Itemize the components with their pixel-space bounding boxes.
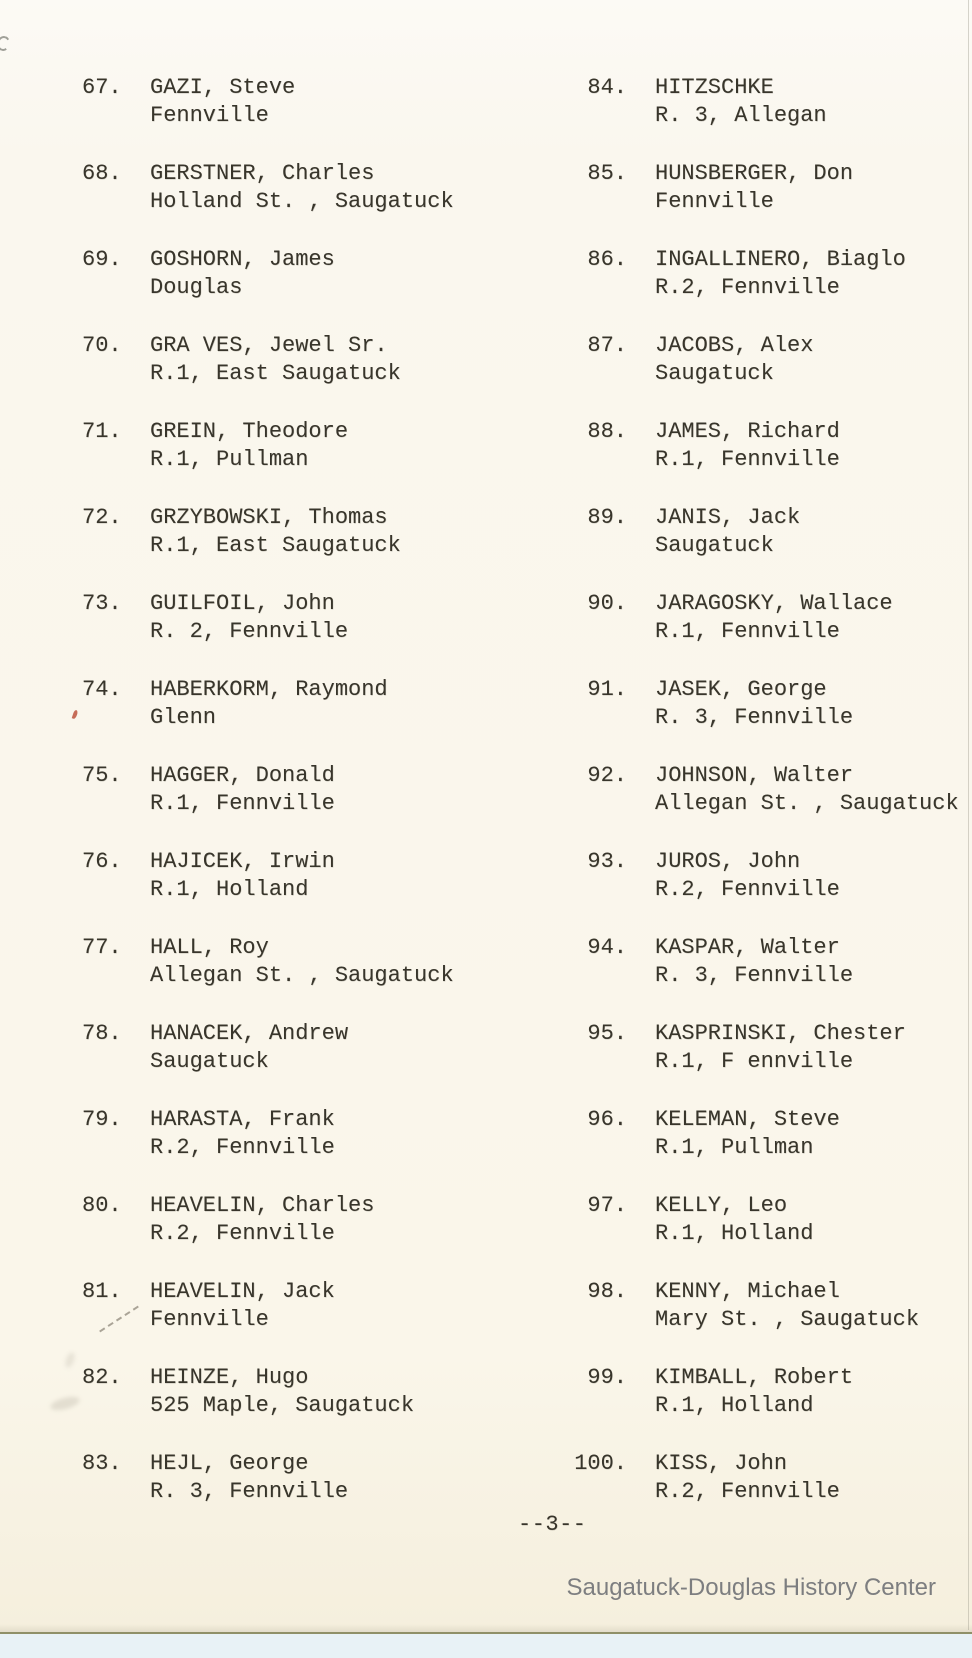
entry-number: 70. — [82, 333, 122, 358]
entry-name-line: HARASTA, Frank — [150, 1107, 335, 1132]
entry-address-line: Fennville — [655, 189, 774, 214]
directory-entry — [536, 246, 972, 302]
entry-name-line: HITZSCHKE — [655, 75, 774, 100]
directory-entry — [82, 160, 522, 216]
entry-name-line: GOSHORN, James — [150, 247, 335, 272]
entry-lines — [655, 1450, 840, 1506]
directory-entry — [536, 1020, 972, 1076]
entry-lines — [655, 504, 800, 560]
entry-address-line: Saugatuck — [655, 533, 774, 558]
entry-address-line: R.1, Fennville — [655, 619, 840, 644]
entry-lines — [655, 676, 853, 732]
entry-name-line: HAGGER, Donald — [150, 763, 335, 788]
entry-address-line: R. 2, Fennville — [150, 619, 349, 644]
entry-lines — [655, 848, 840, 904]
entry-lines — [150, 1192, 374, 1248]
entry-name-line: KASPRINSKI, Chester — [655, 1021, 906, 1046]
directory-entry — [536, 848, 972, 904]
entry-lines — [655, 332, 813, 388]
scan-mark-smudge — [49, 1394, 81, 1412]
entry-address-line: R.1, Holland — [150, 877, 309, 902]
entry-address-line: R.2, Fennville — [655, 877, 840, 902]
entry-name-line: JUROS, John — [655, 849, 801, 874]
entry-address-line: R.1, Holland — [655, 1221, 814, 1246]
entry-address-line: Holland St. , Saugatuck — [150, 189, 454, 214]
entry-lines — [150, 1364, 414, 1420]
entry-lines — [655, 1278, 919, 1334]
entry-name-line: KELLY, Leo — [655, 1193, 788, 1218]
entry-address-line: R.1, Pullman — [655, 1135, 814, 1160]
entry-number: 69. — [82, 247, 122, 272]
entry-number: 85. — [587, 161, 627, 186]
entry-name-line: HEAVELIN, Jack — [150, 1279, 335, 1304]
entry-lines — [655, 160, 853, 216]
directory-entry — [82, 676, 522, 732]
scan-mark-red-comma — [72, 710, 79, 720]
directory-entry — [82, 74, 522, 130]
entry-lines — [655, 762, 959, 818]
entry-number: 80. — [82, 1193, 122, 1218]
entry-name-line: GREIN, Theodore — [150, 419, 349, 444]
directory-entry — [82, 1020, 522, 1076]
directory-entry — [82, 246, 522, 302]
directory-entry — [536, 160, 972, 216]
entry-name-line: JARAGOSKY, Wallace — [655, 591, 893, 616]
directory-entry — [536, 332, 972, 388]
entry-lines — [655, 590, 893, 646]
entry-number: 71. — [82, 419, 122, 444]
entry-lines — [655, 1192, 813, 1248]
entry-number: 98. — [587, 1279, 627, 1304]
entry-name-line: HANACEK, Andrew — [150, 1021, 349, 1046]
entry-number: 83. — [82, 1451, 122, 1476]
directory-entry — [82, 418, 522, 474]
directory-entry — [536, 762, 972, 818]
entry-number: 97. — [587, 1193, 627, 1218]
entry-name-line: KASPAR, Walter — [655, 935, 840, 960]
entry-number: 74. — [82, 677, 122, 702]
directory-entry — [536, 1450, 972, 1506]
entry-number: 93. — [587, 849, 627, 874]
entry-address-line: Glenn — [150, 705, 217, 730]
entry-address-line: Fennville — [150, 1307, 269, 1332]
scan-background-strip — [0, 1632, 972, 1658]
directory-entry — [536, 74, 972, 130]
directory-column-right — [536, 74, 972, 1536]
entry-name-line: GERSTNER, Charles — [150, 161, 375, 186]
entry-name-line: INGALLINERO, Biaglo — [655, 247, 906, 272]
entry-number: 75. — [82, 763, 122, 788]
entry-address-line: R.2, Fennville — [150, 1135, 335, 1160]
entry-address-line: R.1, Pullman — [150, 447, 309, 472]
entry-lines — [150, 74, 295, 130]
entry-name-line: HEINZE, Hugo — [150, 1365, 309, 1390]
watermark-history-center: Saugatuck-Douglas History Center — [566, 1574, 936, 1601]
entry-name-line: GAZI, Steve — [150, 75, 296, 100]
directory-column-left — [82, 74, 522, 1536]
directory-entry — [82, 504, 522, 560]
entry-number: 100. — [574, 1451, 627, 1476]
entry-name-line: HALL, Roy — [150, 935, 269, 960]
entry-name-line: KISS, John — [655, 1451, 788, 1476]
directory-entry — [82, 1364, 522, 1420]
entry-name-line: GRZYBOWSKI, Thomas — [150, 505, 388, 530]
entry-number: 72. — [82, 505, 122, 530]
entry-number: 67. — [82, 75, 122, 100]
entry-lines — [150, 590, 348, 646]
directory-entry — [82, 848, 522, 904]
entry-number: 78. — [82, 1021, 122, 1046]
entry-address-line: R.2, Fennville — [655, 275, 840, 300]
entry-name-line: JANIS, Jack — [655, 505, 801, 530]
entry-number: 91. — [587, 677, 627, 702]
entry-number: 82. — [82, 1365, 122, 1390]
page-number: --3-- — [518, 1512, 587, 1537]
directory-entry — [82, 332, 522, 388]
entry-lines — [150, 418, 348, 474]
entry-lines — [150, 332, 401, 388]
entry-address-line: R.1, East Saugatuck — [150, 361, 401, 386]
directory-entry — [536, 418, 972, 474]
entry-lines — [655, 418, 840, 474]
directory-entry — [82, 1278, 522, 1334]
entry-number: 79. — [82, 1107, 122, 1132]
entry-number: 73. — [82, 591, 122, 616]
entry-address-line: R.1, Fennville — [150, 791, 335, 816]
entry-number: 81. — [82, 1279, 122, 1304]
directory-entry — [536, 1106, 972, 1162]
entry-address-line: R.1, Fennville — [655, 447, 840, 472]
entry-lines — [150, 246, 335, 302]
entry-lines — [655, 1364, 853, 1420]
directory-entry — [82, 1192, 522, 1248]
entry-number: 86. — [587, 247, 627, 272]
entry-name-line: GRA VES, Jewel Sr. — [150, 333, 388, 358]
entry-number: 76. — [82, 849, 122, 874]
entry-name-line: HUNSBERGER, Don — [655, 161, 854, 186]
entry-name-line: HEJL, George — [150, 1451, 309, 1476]
entry-number: 87. — [587, 333, 627, 358]
entry-name-line: KELEMAN, Steve — [655, 1107, 840, 1132]
entry-name-line: JACOBS, Alex — [655, 333, 814, 358]
entry-lines — [655, 1106, 840, 1162]
entry-name-line: JASEK, George — [655, 677, 827, 702]
directory-entry — [536, 1278, 972, 1334]
entry-number: 96. — [587, 1107, 627, 1132]
entry-number: 84. — [587, 75, 627, 100]
entry-name-line: JAMES, Richard — [655, 419, 840, 444]
entry-address-line: 525 Maple, Saugatuck — [150, 1393, 415, 1418]
entry-address-line: R.1, East Saugatuck — [150, 533, 401, 558]
entry-address-line: Allegan St. , Saugatuck — [655, 791, 959, 816]
entry-lines — [150, 1106, 335, 1162]
entry-address-line: Saugatuck — [150, 1049, 269, 1074]
directory-entry — [82, 590, 522, 646]
entry-name-line: HABERKORM, Raymond — [150, 677, 388, 702]
entry-number: 89. — [587, 505, 627, 530]
directory-entry — [82, 934, 522, 990]
entry-address-line: R.2, Fennville — [150, 1221, 335, 1246]
entry-number: 77. — [82, 935, 122, 960]
entry-address-line: R. 3, Fennville — [655, 963, 854, 988]
entry-name-line: KENNY, Michael — [655, 1279, 840, 1304]
entry-number: 88. — [587, 419, 627, 444]
entry-lines — [150, 1278, 335, 1334]
entry-name-line: GUILFOIL, John — [150, 591, 335, 616]
directory-entry — [536, 504, 972, 560]
directory-entry — [82, 762, 522, 818]
scan-mark-c-squiggle — [0, 35, 11, 52]
directory-entry — [536, 1364, 972, 1420]
entry-address-line: Mary St. , Saugatuck — [655, 1307, 920, 1332]
entry-address-line: R.1, Holland — [655, 1393, 814, 1418]
directory-entry — [536, 676, 972, 732]
entry-lines — [655, 1020, 906, 1076]
entry-lines — [150, 762, 335, 818]
entry-lines — [150, 676, 388, 732]
directory-entry — [82, 1106, 522, 1162]
entry-number: 94. — [587, 935, 627, 960]
entry-name-line: HEAVELIN, Charles — [150, 1193, 375, 1218]
entry-number: 95. — [587, 1021, 627, 1046]
entry-name-line: JOHNSON, Walter — [655, 763, 854, 788]
entry-address-line: Fennville — [150, 103, 269, 128]
entry-address-line: R. 3, Fennville — [655, 705, 854, 730]
entry-number: 68. — [82, 161, 122, 186]
entry-name-line: KIMBALL, Robert — [655, 1365, 854, 1390]
entry-lines — [150, 1020, 348, 1076]
entry-lines — [150, 934, 454, 990]
entry-lines — [150, 504, 401, 560]
entry-lines — [150, 160, 454, 216]
entry-lines — [655, 246, 906, 302]
directory-entry — [536, 934, 972, 990]
entry-address-line: R.2, Fennville — [655, 1479, 840, 1504]
entry-address-line: Saugatuck — [655, 361, 774, 386]
entry-lines — [655, 74, 827, 130]
entry-address-line: Douglas — [150, 275, 243, 300]
entry-number: 92. — [587, 763, 627, 788]
entry-address-line: R.1, F ennville — [655, 1049, 854, 1074]
entry-address-line: R. 3, Allegan — [655, 103, 827, 128]
entry-number: 99. — [587, 1365, 627, 1390]
directory-entry — [536, 590, 972, 646]
entry-address-line: Allegan St. , Saugatuck — [150, 963, 454, 988]
entry-name-line: HAJICEK, Irwin — [150, 849, 335, 874]
entry-lines — [150, 1450, 348, 1506]
entry-lines — [655, 934, 853, 990]
entry-lines — [150, 848, 335, 904]
directory-entry — [82, 1450, 522, 1506]
directory-entry — [536, 1192, 972, 1248]
scan-mark-smudge — [64, 1351, 77, 1369]
entry-number: 90. — [587, 591, 627, 616]
entry-address-line: R. 3, Fennville — [150, 1479, 349, 1504]
